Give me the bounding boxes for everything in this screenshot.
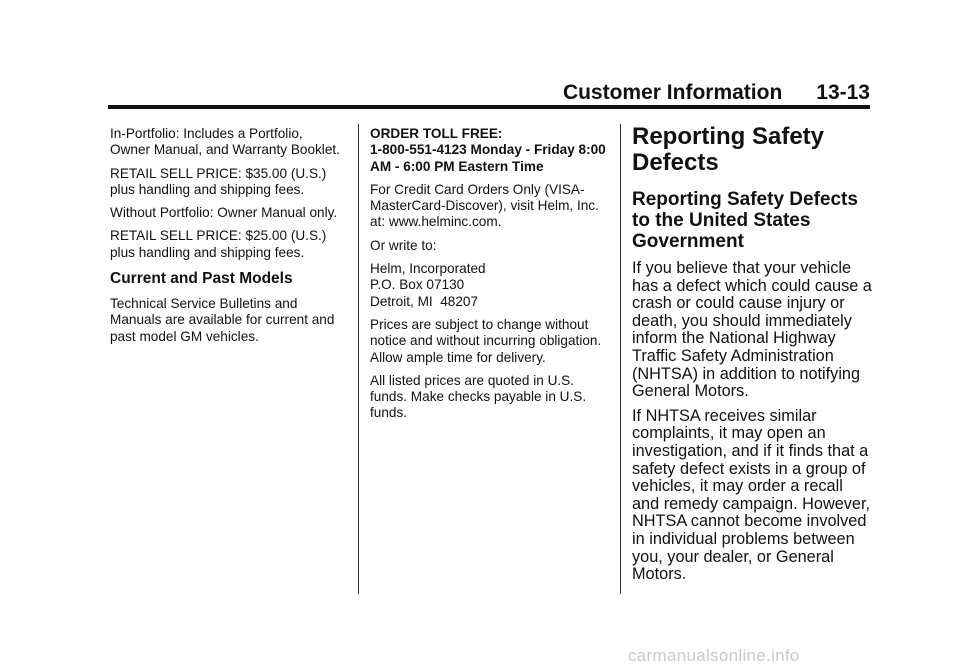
mailing-address bbox=[370, 261, 610, 310]
price-change-text: Prices are subject to change without notice and without incurring obligation. Allow ample time for delivery. bbox=[370, 316, 602, 365]
without-portfolio-text: Without Portfolio: Owner Manual only. bbox=[110, 205, 338, 221]
defect-report-text: If you believe that your vehicle has a defect which could cause a crash or could cause injury or death, you should immediately inform the National Highway Traffic Safety Administration (NHTSA) in addition to notifying General Motors. bbox=[632, 259, 872, 401]
middle-column bbox=[370, 126, 610, 429]
order-phone-hours: 1-800-551-4123 Monday - Friday 8:00 AM - 6:00 PM Eastern Time bbox=[370, 142, 606, 174]
left-column bbox=[110, 126, 340, 352]
column-divider-1 bbox=[358, 124, 359, 594]
page-header bbox=[108, 78, 870, 108]
section-heading: Reporting Safety Defects bbox=[632, 123, 825, 176]
price-text-1: RETAIL SELL PRICE: $35.00 (U.S.) plus handling and shipping fees. bbox=[110, 165, 327, 197]
column-divider-2 bbox=[620, 124, 621, 594]
nhtsa-investigation-text: If NHTSA receives similar complaints, it may open an investigation, and if it finds that a safety defect exists in a group of vehicles, it may order a recall and remedy campaign. However, NHTSA cannot become involved in individual problems between you, your dealer, or General Motors. bbox=[632, 406, 871, 584]
write-to-text: Or write to: bbox=[370, 237, 437, 253]
page-number: 13-13 bbox=[816, 81, 870, 104]
price-text-2: RETAIL SELL PRICE: $25.00 (U.S.) plus handling and shipping fees. bbox=[110, 228, 327, 260]
bulletins-text: Technical Service Bulletins and Manuals are available for current and past model GM vehicles. bbox=[110, 296, 335, 344]
portfolio-text: In-Portfolio: Includes a Portfolio, Owner Manual, and Warranty Booklet. bbox=[110, 126, 340, 158]
address-line-3: Detroit, MI 48207 bbox=[370, 293, 479, 309]
credit-card-text: For Credit Card Orders Only (VISA-MasterCard-Discover), visit Helm, Inc. at: www.helminc.com. bbox=[370, 181, 599, 230]
order-toll-free: ORDER TOLL FREE: bbox=[370, 126, 503, 141]
subsection-heading: Reporting Safety Defects to the United States Government bbox=[632, 189, 858, 252]
watermark: carmanualsonline.info bbox=[628, 646, 800, 665]
right-column bbox=[632, 124, 872, 591]
currency-text: All listed prices are quoted in U.S. funds. Make checks payable in U.S. funds. bbox=[370, 372, 587, 421]
order-info bbox=[370, 126, 610, 175]
header-rule bbox=[108, 105, 870, 109]
current-past-models-heading: Current and Past Models bbox=[110, 270, 293, 288]
section-title: Customer Information bbox=[562, 81, 783, 104]
address-line-1: Helm, Incorporated bbox=[370, 261, 486, 277]
address-line-2: P.O. Box 07130 bbox=[370, 277, 465, 293]
